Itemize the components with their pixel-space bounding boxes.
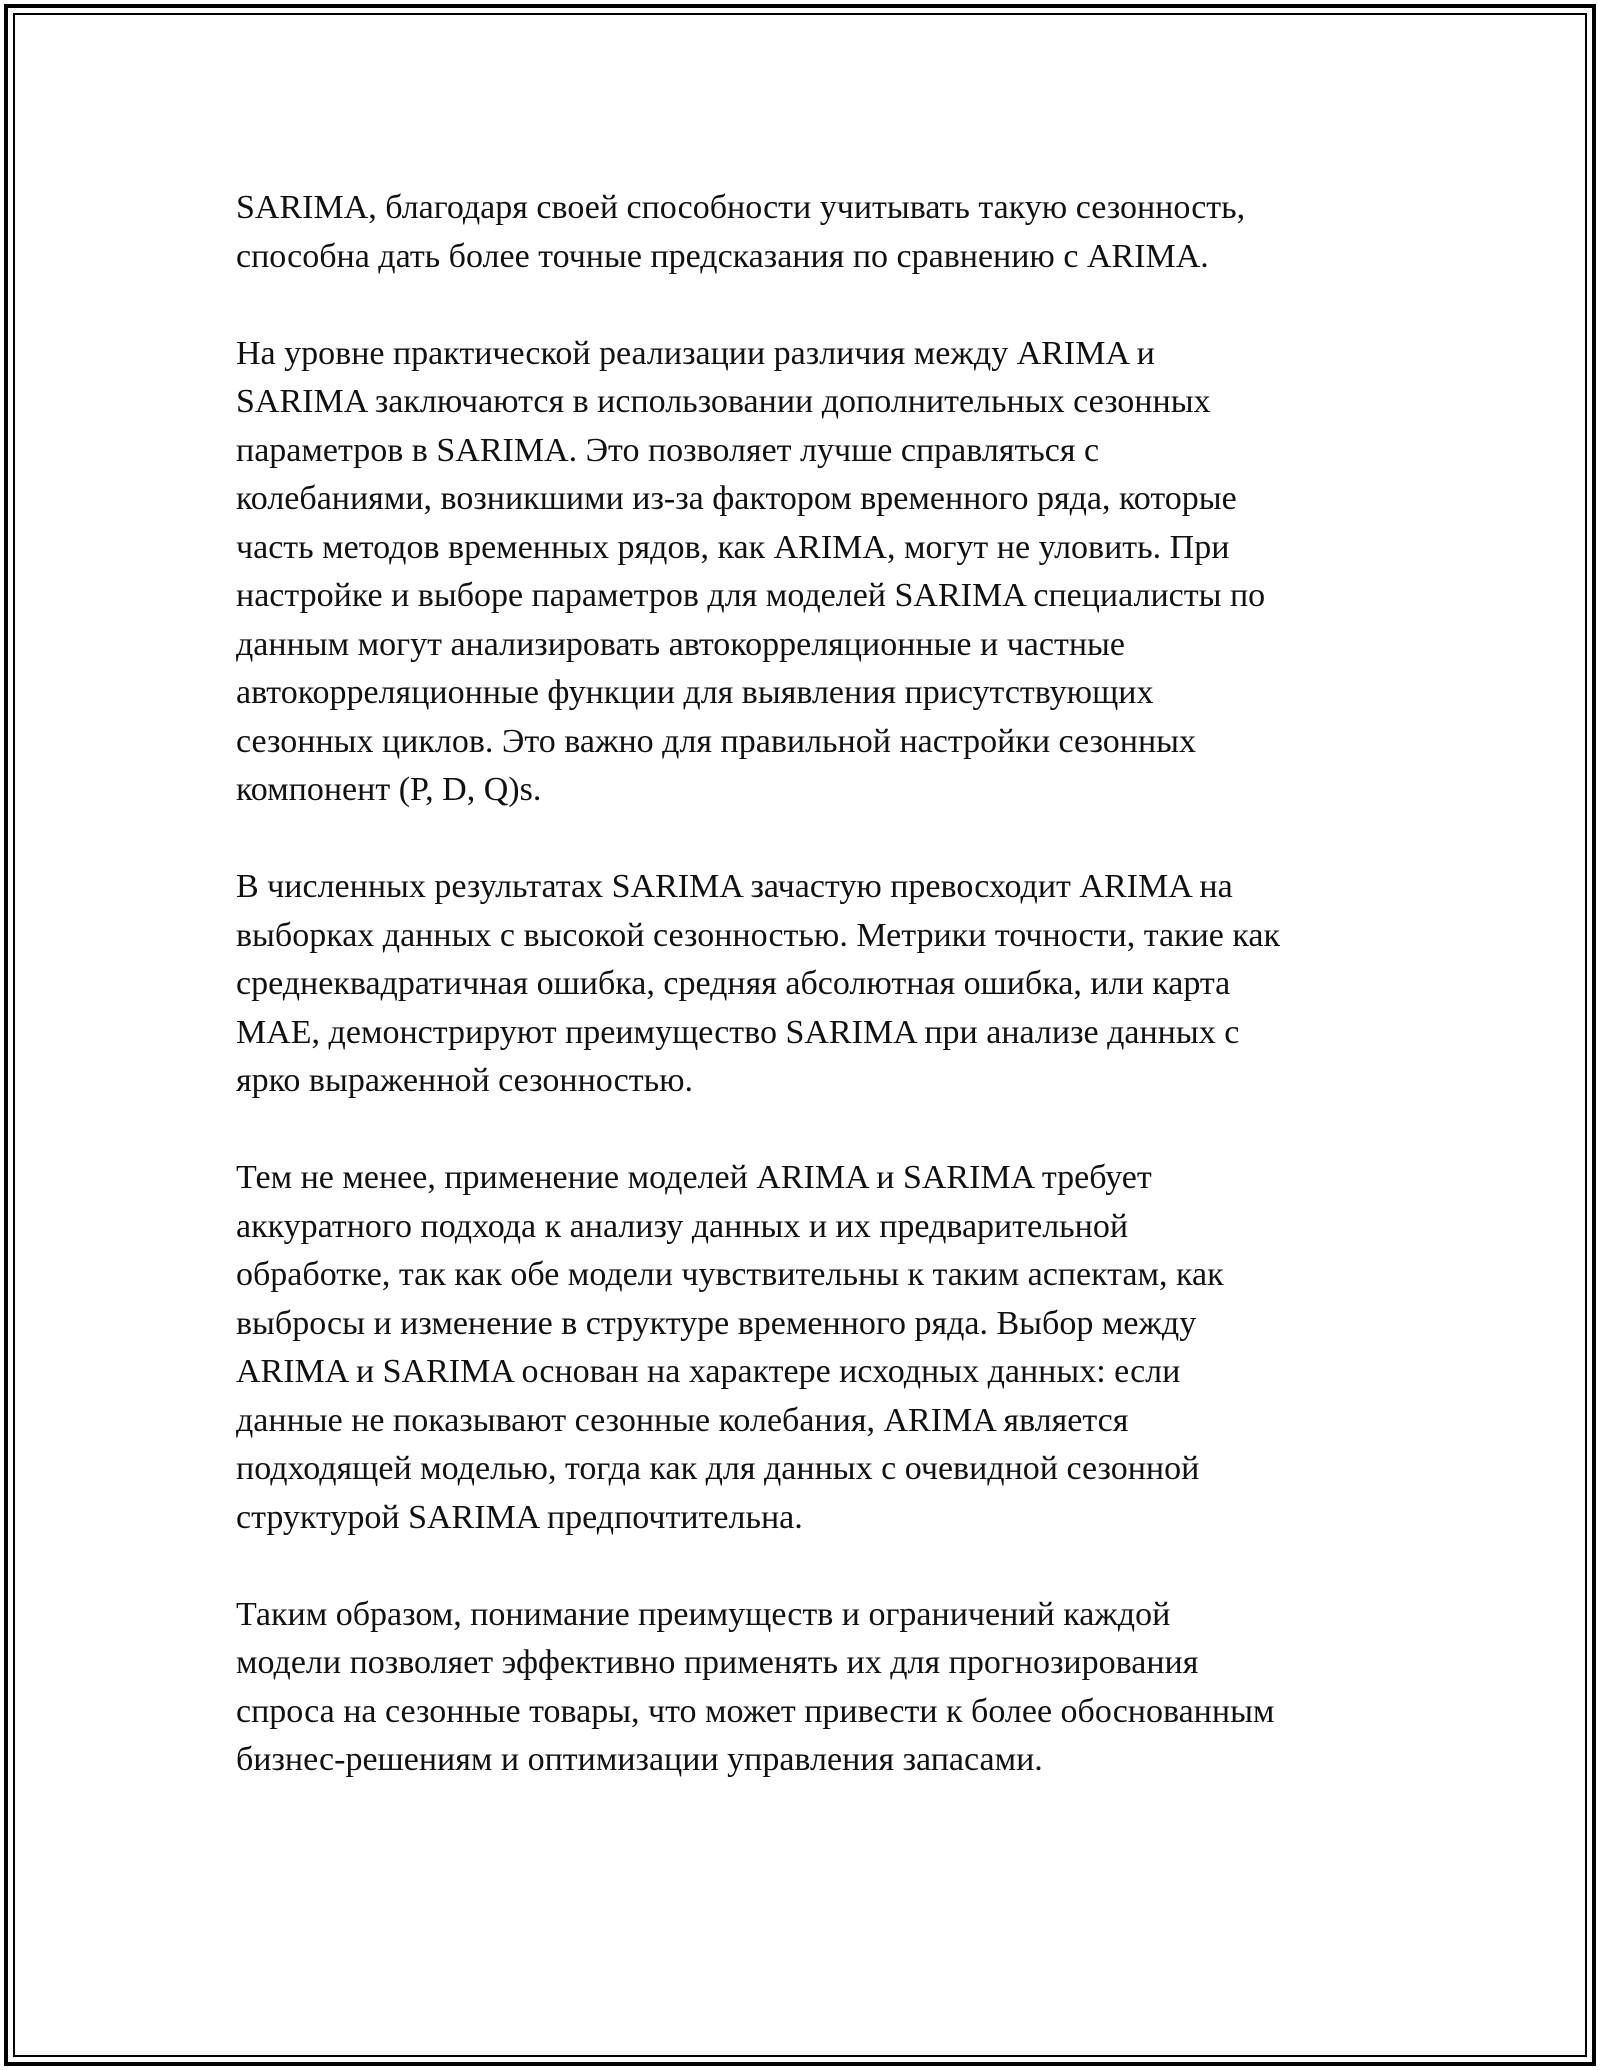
- text-line: Тем не менее, применение моделей ARIMA и SARIMA требует: [236, 1159, 1152, 1196]
- text-line: ARIMA и SARIMA основан на характере исходных данных: если: [236, 1353, 1181, 1390]
- text-line: аккуратного подхода к анализу данных и их предварительной: [236, 1207, 1129, 1245]
- text-line: SARIMA, благодаря своей способности учитывать такую сезонность,: [236, 189, 1246, 226]
- text-line: способна дать более точные предсказания по сравнению с ARIMA.: [236, 237, 1209, 275]
- text-line: среднеквадратичная ошибка, средняя абсолютная ошибка, или карта: [236, 965, 1231, 1002]
- text-line: компонент (P, D, Q)s.: [236, 771, 542, 808]
- text-line: модели позволяет эффективно применять их для прогнозирования: [236, 1644, 1199, 1681]
- text-line: настройке и выборе параметров для моделей SARIMA специалисты по: [236, 577, 1266, 614]
- text-line: На уровне практической реализации различия между ARIMA и: [236, 334, 1155, 372]
- text-line: бизнес-решениям и оптимизации управления запасами.: [236, 1741, 1043, 1778]
- paragraph-3: [236, 863, 1386, 1106]
- text-line: подходящей моделью, тогда как для данных с очевидной сезонной: [236, 1450, 1200, 1487]
- text-line: структурой SARIMA предпочтительна.: [236, 1498, 803, 1536]
- text-line: Таким образом, понимание преимуществ и ограничений каждой: [236, 1595, 1171, 1633]
- text-line: спроса на сезонные товары, что может привести к более обоснованным: [236, 1692, 1275, 1730]
- text-line: MAE, демонстрируют преимущество SARIMA при анализе данных с: [236, 1013, 1240, 1051]
- paragraph-4: [236, 1154, 1386, 1542]
- text-line: SARIMA заключаются в использовании дополнительных сезонных: [236, 383, 1211, 420]
- paragraph-2: [236, 330, 1386, 815]
- text-line: обработке, так как обе модели чувствительны к таким аспектам, как: [236, 1256, 1224, 1293]
- text-line: выбросы и изменение в структуре временного ряда. Выбор между: [236, 1304, 1197, 1342]
- paragraph-5: [236, 1591, 1386, 1785]
- text-line: колебаниями, возникшими из-за фактором временного ряда, которые: [236, 480, 1237, 517]
- text-line: сезонных циклов. Это важно для правильной настройки сезонных: [236, 722, 1196, 760]
- text-line: В численных результатах SARIMA зачастую превосходит ARIMA на: [236, 868, 1233, 905]
- text-line: выборках данных с высокой сезонностью. Метрики точности, такие как: [236, 916, 1280, 954]
- text-line: часть методов временных рядов, как ARIMA, могут не уловить. При: [236, 528, 1230, 566]
- document-body: [236, 184, 1386, 1833]
- text-line: данные не показывают сезонные колебания, ARIMA является: [236, 1401, 1129, 1439]
- text-line: параметров в SARIMA. Это позволяет лучше справляться с: [236, 431, 1100, 469]
- text-line: данным могут анализировать автокорреляционные и частные: [236, 625, 1125, 663]
- text-line: автокорреляционные функции для выявления присутствующих: [236, 674, 1154, 711]
- paragraph-1: [236, 184, 1386, 281]
- text-line: ярко выраженной сезонностью.: [236, 1062, 693, 1099]
